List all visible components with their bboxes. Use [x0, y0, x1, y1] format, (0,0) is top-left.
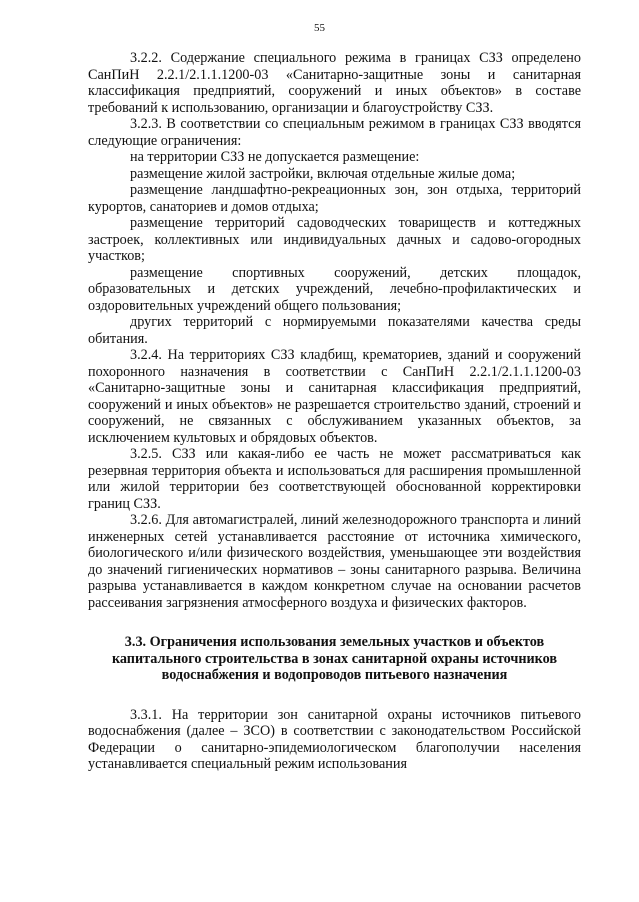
- restriction-item: других территорий с нормируемыми показателями качества среды обитания.: [88, 314, 581, 347]
- paragraph-3-2-3: 3.2.3. В соответствии со специальным режимом в границах СЗЗ вводятся следующие ограничения:: [88, 116, 581, 149]
- paragraph-3-3-1: 3.3.1. На территории зон санитарной охраны источников питьевого водоснабжения (далее – ЗСО) в соответствии с законодательством Российской Федерации о санитарно-эпидемиологическом благополучии населения устанавливается специальный режим использования: [88, 706, 581, 772]
- restriction-item: размещение территорий садоводческих товариществ и коттеджных застроек, коллективных или индивидуальных дачных и садово-огородных участков;: [88, 215, 581, 264]
- document-body: [88, 50, 581, 773]
- restriction-item: размещение жилой застройки, включая отдельные жилые дома;: [130, 165, 516, 182]
- paragraph-3-2-2: 3.2.2. Содержание специального режима в границах СЗЗ определено СанПиН 2.2.1/2.1.1.1200-03 «Санитарно-защитные зоны и санитарная классификация предприятий, сооружений и иных объектов» в составе требований к использованию, организации и благоустройству СЗЗ.: [88, 50, 581, 116]
- section-heading: 3.3. Ограничения использования земельных участков и объектов капитального строительства в зонах санитарной охраны источников водоснабжения и водопроводов питьевого назначения: [111, 634, 558, 683]
- page-number: 55: [314, 22, 325, 34]
- paragraph-3-2-6: 3.2.6. Для автомагистралей, линий железнодорожного транспорта и линий инженерных сетей устанавливается расстояние от источника химического, биологического и/или физического воздействия, уменьшающее эти воздействия до значений гигиенических нормативов – зоны санитарного разрыва. Величина разрыва устанавливается в каждом конкретном случае на основании расчетов рассеивания загрязнения атмосферного воздуха и физических факторов.: [88, 512, 581, 611]
- restriction-item: размещение спортивных сооружений, детских площадок, образовательных и детских учреждений, лечебно-профилактических и оздоровительных учреждений общего пользования;: [88, 264, 581, 314]
- paragraph-3-2-5: 3.2.5. СЗЗ или какая-либо ее часть не может рассматриваться как резервная территория объекта и использоваться для расширения промышленной или жилой территории без соответствующей обоснованной корректировки границ СЗЗ.: [88, 446, 581, 512]
- restriction-item: размещение ландшафтно-рекреационных зон, зон отдыха, территорий курортов, санаториев и домов отдыха;: [88, 182, 581, 215]
- restriction-intro: на территории СЗЗ не допускается размещение:: [130, 149, 420, 165]
- paragraph-3-2-4: 3.2.4. На территориях СЗЗ кладбищ, крематориев, зданий и сооружений похоронного назначения в соответствии с СанПиН 2.2.1/2.1.1.1200-03 «Санитарно-защитные зоны и санитарная классификация предприятий, сооружений и иных объектов» не разрешается строительство зданий, строений и сооружений, не связанных с обслуживанием указанных объектов, за исключением культовых и обрядовых объектов.: [88, 347, 581, 446]
